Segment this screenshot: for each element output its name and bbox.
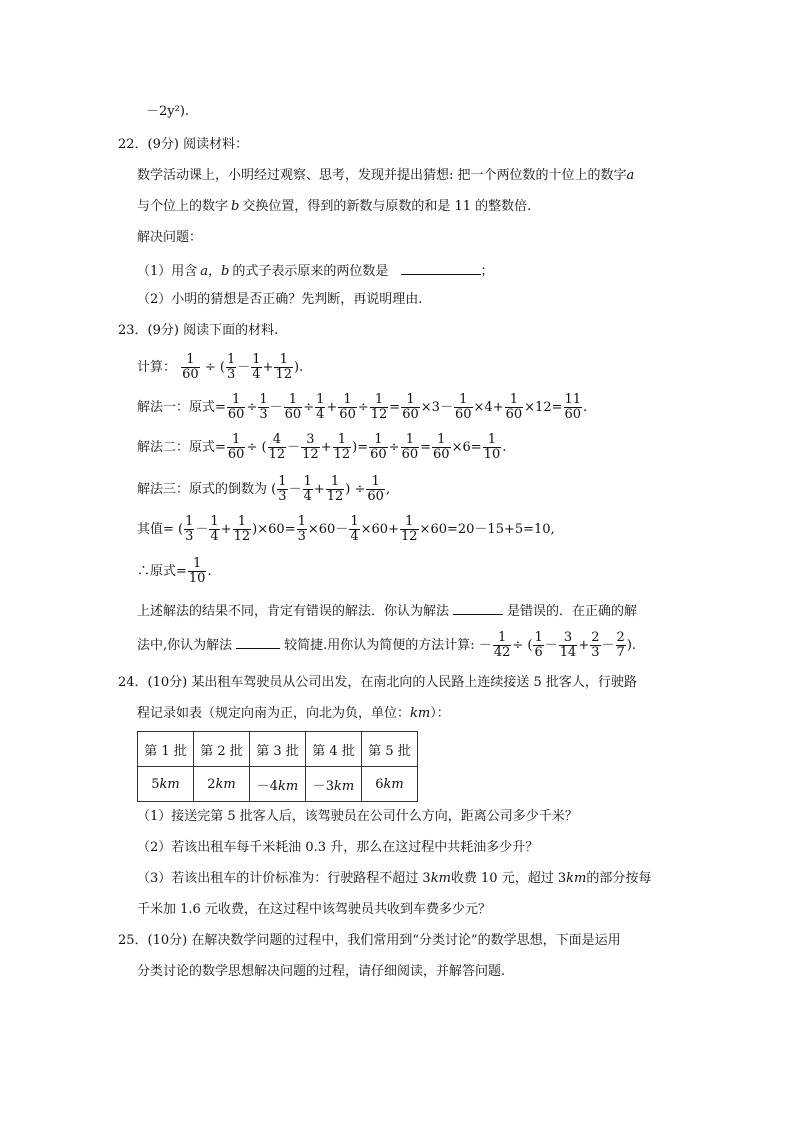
q23-para1: 上述解法的结果不同，肯定有错误的解法．你认为解法 是错误的．在正确的解: [137, 600, 637, 621]
q23-therefore: ∴原式= $\frac{1}{10}$ .: [137, 556, 212, 586]
table-cell: 2km: [194, 767, 250, 802]
record-table: [137, 731, 418, 802]
q23-simple-method-blank[interactable]: [236, 634, 280, 649]
table-header-cell: 第 5 批: [362, 732, 418, 767]
q24-sub3: （3）若该出租车的计价标准为：行驶路程不超过 3km收费 10 元，超过 3km的部分按每: [137, 871, 652, 886]
table-cell: 6km: [362, 767, 418, 802]
q23-method3: 解法三：原式的倒数为 ( $\frac{1}{3}$ － $\frac{1}{4}$ + $\frac{1}{12}$ ) ÷ $\frac{1}{60}$ ,: [137, 474, 391, 504]
table-header-cell: 第 3 批: [250, 732, 306, 767]
q21-tail: －2y²).: [146, 104, 190, 119]
q23-wrong-method-blank[interactable]: [453, 600, 503, 615]
q25-line1: 25．(10分) 在解决数学问题的过程中，我们常用到“分类讨论”的数学思想，下面是运用: [118, 933, 621, 948]
q22-para2: 与个位上的数字 b 交换位置，得到的新数与原数的和是 11 的整数倍.: [137, 199, 532, 214]
q22-heading: 22．(9分) 阅读材料：: [118, 137, 249, 152]
q22-sub1: （1）用含 a，b 的式子表示原来的两位数是 ；: [137, 260, 494, 281]
table-header-row: [138, 732, 418, 767]
q24-sub1: （1）接送完第 5 批客人后，该驾驶员在公司什么方向，距离公司多少千米？: [137, 809, 578, 824]
table-cell: －3km: [306, 767, 362, 802]
table-cell: 5km: [138, 767, 194, 802]
q24-sub2: （2）若该出租车每千米耗油 0.3 升，那么在这过程中共耗油多少升？: [137, 840, 539, 855]
q24-sub3-line2: 千米加 1.6 元收费，在这过程中该驾驶员共收到车费多少元？: [137, 902, 491, 917]
q23-calc: 计算： $\frac{1}{60}$ ÷ ( $\frac{1}{3}$ － $\frac{1}{4}$ + $\frac{1}{12}$ ).: [137, 352, 304, 382]
q24-heading: 24．(10分) 某出租车驾驶员从公司出发，在南北向的人民路上连续接送 5 批客人，行驶路: [118, 675, 637, 690]
q23-heading: 23．(9分) 阅读下面的材料.: [118, 323, 279, 338]
q23-method2: 解法二：原式= $\frac{1}{60}$ ÷ ( $\frac{4}{12}$ － $\frac{3}{12}$ + $\frac{1}{12}$ )= $\frac{1}{60}$ ÷ $\frac{1}{60}$ = $\frac{1}{60}$ ×6= $\frac{1}{10}$ .: [137, 432, 507, 462]
q22-para1: 数学活动课上，小明经过观察、思考，发现并提出猜想: 把一个两位数的十位上的数字a: [137, 168, 635, 183]
q23-value: 其值= ( $\frac{1}{3}$ － $\frac{1}{4}$ + $\frac{1}{12}$ )×60= $\frac{1}{3}$ ×60－ $\frac{1}{4}$ ×60+ $\frac{1}{12}$ ×60=20－15+5=10,: [137, 514, 555, 544]
fraction: $\frac{1}{60}$: [182, 352, 199, 382]
q23-para2: 法中,你认为解法 较简捷.用你认为简便的方法计算: － $\frac{1}{42}$ ÷ ( $\frac{1}{6}$ － $\frac{3}{14}$ + $\frac{2}{3}$ － $\frac{2}{7}$ ).: [137, 630, 637, 660]
table-header-cell: 第 4 批: [306, 732, 362, 767]
table-header-cell: 第 2 批: [194, 732, 250, 767]
q22-sub2: （2）小明的猜想是否正确？先判断，再说明理由.: [137, 292, 423, 307]
table-row: [138, 767, 418, 802]
q25-line2: 分类讨论的数学思想解决问题的过程，请仔细阅读，并解答问题.: [137, 964, 506, 979]
table-header-cell: 第 1 批: [138, 732, 194, 767]
q24-line2: 程记录如表（规定向南为正，向北为负，单位：km）：: [137, 706, 450, 721]
q22-answer-blank[interactable]: [401, 260, 481, 275]
q23-method1: 解法一：原式= $\frac{1}{60}$ ÷ $\frac{1}{3}$ － $\frac{1}{60}$ ÷ $\frac{1}{4}$ + $\frac{1}{60}$ ÷ $\frac{1}{12}$ = $\frac{1}{60}$ ×3－ $\frac{1}{60}$ ×4+ $\frac{1}{60}$ ×12= $\frac{11}{60}$ .: [137, 392, 588, 422]
table-cell: －4km: [250, 767, 306, 802]
q22-solve-label: 解决问题：: [137, 230, 203, 245]
